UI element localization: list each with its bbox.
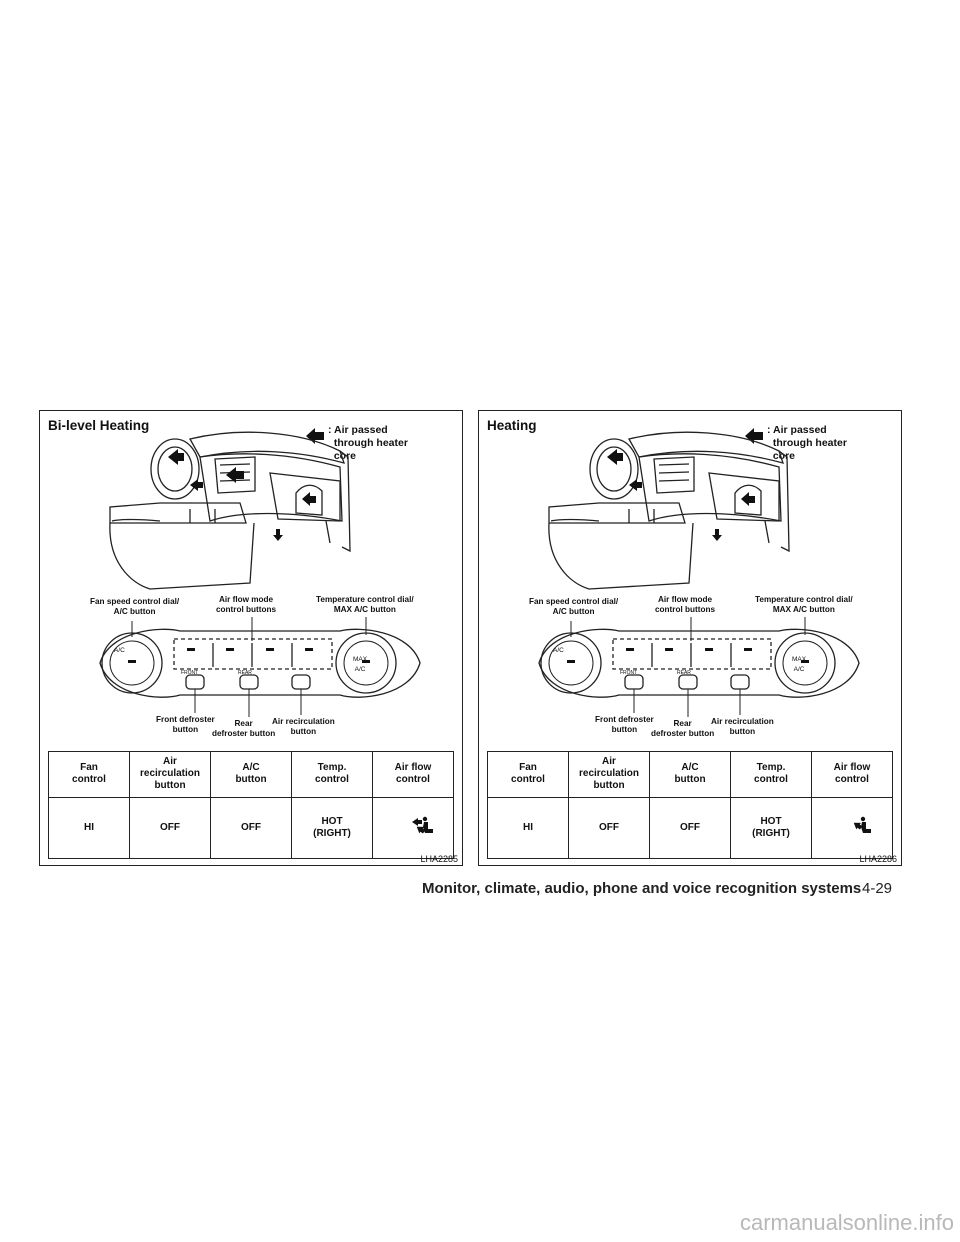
max-ac-dial-text: MAX A/C <box>792 656 807 673</box>
figure-code: LHA2285 <box>420 854 458 864</box>
ac-dial-text: A/C <box>114 647 125 654</box>
header-air-flow-control: Air flow control <box>812 752 893 798</box>
cell-ac: OFF <box>211 797 292 858</box>
fan-speed-dial-label: Fan speed control dial/ A/C button <box>90 597 180 616</box>
section-title: Monitor, climate, audio, phone and voice recognition systems <box>422 880 862 897</box>
page-footer <box>422 878 922 900</box>
air-recirculation-label: Air recirculation button <box>711 717 774 736</box>
max-ac-dial-text: MAX A/C <box>353 656 368 673</box>
legend-text: : Air passed through heater core <box>767 424 847 462</box>
front-defroster-label: Front defroster button <box>156 715 215 734</box>
cell-temp: HOT (RIGHT) <box>292 797 373 858</box>
header-temp-control: Temp. control <box>731 752 812 798</box>
settings-table <box>48 751 454 859</box>
cell-fan: HI <box>488 797 569 858</box>
header-air-recirculation: Air recirculation button <box>130 752 211 798</box>
rear-defroster-label: Rear defroster button <box>212 719 276 738</box>
header-fan-control: Fan control <box>49 752 130 798</box>
cell-temp: HOT (RIGHT) <box>731 797 812 858</box>
bi-level-airflow-icon <box>410 815 438 837</box>
settings-table <box>487 751 893 859</box>
dashboard-illustration <box>40 411 464 751</box>
cell-ac: OFF <box>650 797 731 858</box>
watermark: carmanualsonline.info <box>739 1210 954 1235</box>
temperature-dial-label: Temperature control dial/ MAX A/C button <box>755 595 853 614</box>
rear-button-text: REAR <box>677 670 691 676</box>
table-header-row <box>49 752 454 798</box>
header-temp-control: Temp. control <box>292 752 373 798</box>
cell-recirculation: OFF <box>130 797 211 858</box>
foot-airflow-icon <box>849 815 877 837</box>
table-row <box>488 797 893 858</box>
front-button-text: FRONT <box>181 670 199 676</box>
fan-speed-dial-label: Fan speed control dial/ A/C button <box>529 597 619 616</box>
header-air-recirculation: Air recirculation button <box>569 752 650 798</box>
ac-dial-text: A/C <box>553 647 564 654</box>
air-recirculation-label: Air recirculation button <box>272 717 335 736</box>
figure-title: Heating <box>487 418 537 433</box>
header-ac-button: A/C button <box>211 752 292 798</box>
front-button-text: FRONT <box>620 670 638 676</box>
rear-defroster-label: Rear defroster button <box>651 719 715 738</box>
header-ac-button: A/C button <box>650 752 731 798</box>
table-header-row <box>488 752 893 798</box>
heating-figure <box>478 410 902 866</box>
front-defroster-label: Front defroster button <box>595 715 654 734</box>
air-flow-mode-label: Air flow mode control buttons <box>655 595 716 614</box>
header-fan-control: Fan control <box>488 752 569 798</box>
temperature-dial-label: Temperature control dial/ MAX A/C button <box>316 595 414 614</box>
page-number: 4-29 <box>862 880 893 897</box>
bi-level-heating-figure <box>39 410 463 866</box>
cell-recirculation: OFF <box>569 797 650 858</box>
air-flow-mode-label: Air flow mode control buttons <box>216 595 277 614</box>
dashboard-illustration <box>479 411 903 751</box>
cell-fan: HI <box>49 797 130 858</box>
header-air-flow-control: Air flow control <box>373 752 454 798</box>
cell-air-flow <box>373 797 454 858</box>
figure-title: Bi-level Heating <box>48 418 150 433</box>
cell-air-flow <box>812 797 893 858</box>
rear-button-text: REAR <box>238 670 252 676</box>
legend-text: : Air passed through heater core <box>328 424 408 462</box>
figure-code: LHA2286 <box>859 854 897 864</box>
table-row <box>49 797 454 858</box>
